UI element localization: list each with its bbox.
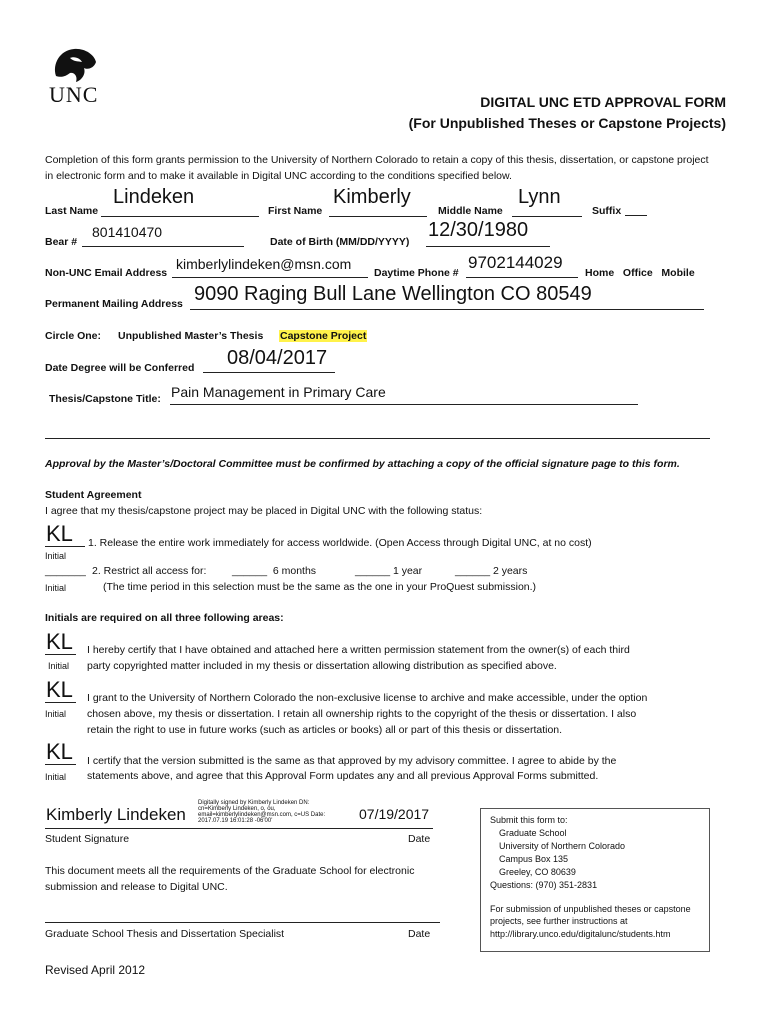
student-signature-name: Kimberly Lindeken [46,805,186,824]
option1-initial-label: Initial [45,551,67,561]
area3-initial-field[interactable] [45,740,76,765]
dob-label: Date of Birth (MM/DD/YYYY) [270,236,410,248]
unc-bear-logo [50,46,102,84]
submit-line-1: Graduate School [499,828,567,838]
date-conferred-value: 08/04/2017 [227,347,328,369]
thesis-title-line-2[interactable] [45,424,710,439]
middle-name-field[interactable] [512,186,582,217]
suffix-label: Suffix [592,205,622,217]
last-name-value: Lindeken [113,186,195,208]
student-agreement-intro: I agree that my thesis/capstone project may be placed in Digital UNC with the following status: [45,505,483,517]
area3-line1: I certify that the version submitted is the same as that approved by my advisory committee. I agree to abide by the [87,755,617,767]
thesis-title-field[interactable] [170,385,638,405]
option2-1-year[interactable]: ______ 1 year [355,565,423,577]
area2-initials: KL [46,677,73,702]
submit-questions: Questions: (970) 351-2831 [490,880,598,890]
area1-initials: KL [46,629,73,654]
option2-6-months[interactable]: ______ 6 months [232,565,317,577]
email-label: Non-UNC Email Address [45,267,168,279]
area1-line1: I hereby certify that I have obtained and attached here a written permission statement from the owner(s) of each third [87,644,630,656]
last-name-label: Last Name [45,205,99,217]
student-agreement-heading: Student Agreement [45,489,142,501]
submit-info-box [480,808,710,952]
phone-value: 9702144029 [468,253,563,272]
area1-initial-field[interactable] [45,630,76,655]
area2-line3: retain the right to use in future works (such as articles or books) all or part of this thesis or dissertation. [87,724,563,736]
option1-initials: KL [46,521,73,546]
initials-heading: Initials are required on all three following areas: [45,612,284,624]
suffix-field[interactable] [625,203,647,216]
submit-further-instructions: For submission of unpublished theses or capstone projects, see further instructions at [490,904,691,926]
option2-note: (The time period in this selection must be the same as the one in your ProQuest submission.) [103,581,537,593]
student-signature-label: Student Signature [45,833,130,845]
dob-field[interactable] [426,219,550,247]
area3-initial-label: Initial [45,772,67,782]
area1-initial-label: Initial [48,661,70,671]
phone-type-options[interactable]: Home Office Mobile [585,267,695,279]
grad-school-statement: This document meets all the requirements of the Graduate School for electronic submission and release to Digital UNC. [45,865,415,893]
option2-initial-label: Initial [45,583,67,593]
specialist-label: Graduate School Thesis and Dissertation Specialist [45,928,285,940]
form-subtitle: (For Unpublished Theses or Capstone Projects) [408,115,726,131]
middle-name-value: Lynn [518,186,561,208]
signature-date-label: Date [408,833,431,845]
option1-initial-field[interactable] [45,522,85,547]
address-value: 9090 Raging Bull Lane Wellington CO 80549 [194,283,592,305]
last-name-field[interactable] [101,186,259,217]
student-signature-field[interactable] [45,800,433,829]
area2-line2: chosen above, my thesis or dissertation. I retain all ownership rights to the copyright of the thesis or dissertation. I also [87,708,637,720]
email-value: kimberlylindeken@msn.com [176,256,352,272]
bear-field[interactable] [82,226,244,247]
date-conferred-label: Date Degree will be Conferred [45,362,195,374]
area3-initials: KL [46,739,73,764]
digital-signature-details: Digitally signed by Kimberly Lindeken DN: cn=Kimberly Lindeken, o, ou, email=kimberlylindeken@msn.com, c=US Date: 2017.07.19 16:01:28 -06'00' [198,800,326,824]
form-title: DIGITAL UNC ETD APPROVAL FORM [480,94,726,110]
date-conferred-field[interactable] [203,348,335,373]
bear-label: Bear # [45,236,78,248]
option-capstone-project[interactable]: Capstone Project [280,330,367,342]
submit-line-3: Campus Box 135 [499,854,569,864]
area2-line1: I grant to the University of Northern Colorado the non-exclusive license to archive and make accessible, under the option [87,692,648,704]
phone-label: Daytime Phone # [374,267,459,279]
option2-text: 2. Restrict all access for: [92,565,207,577]
signature-date-value: 07/19/2017 [359,806,430,822]
phone-field[interactable] [466,254,578,278]
unc-logo-text: UNC [49,82,99,107]
area2-initial-label: Initial [45,709,67,719]
option-masters-thesis[interactable]: Unpublished Master’s Thesis [118,330,264,342]
specialist-signature-field[interactable] [45,905,440,923]
address-label: Permanent Mailing Address [45,298,183,310]
specialist-date-label: Date [408,928,431,940]
option2-initial-blank[interactable]: _______ [45,565,86,577]
option1-text: 1. Release the entire work immediately for access worldwide. (Open Access through Digital UNC, at no cost) [88,537,592,549]
approval-note: Approval by the Master’s/Doctoral Committee must be confirmed by attaching a copy of the official signature page to this form. [45,458,680,470]
dob-value: 12/30/1980 [428,219,529,241]
thesis-title-label: Thesis/Capstone Title: [49,393,161,405]
first-name-label: First Name [268,205,323,217]
option2-2-years[interactable]: ______ 2 years [455,565,528,577]
first-name-value: Kimberly [333,186,411,208]
bear-value: 801410470 [92,224,163,240]
area3-line2: statements above, and agree that this Approval Form updates any and all previous Approval Forms submitted. [87,770,599,782]
email-field[interactable] [172,257,368,278]
area2-initial-field[interactable] [45,678,76,703]
submit-line-4: Greeley, CO 80639 [499,867,576,877]
address-field[interactable] [190,284,704,310]
area1-line2: party copyrighted matter included in my thesis or dissertation allowing distribution as specified above. [87,660,557,672]
submit-heading: Submit this form to: [490,815,568,825]
submit-url-link[interactable]: http://library.unco.edu/digitalunc/students.htm [490,929,671,939]
revised-date: Revised April 2012 [45,963,146,977]
intro-text: Completion of this form grants permission to the University of Northern Colorado to retain a copy of this thesis, dissertation, or capstone project in electronic form and to make it available in Digital UNC according to the conditions specified below. [45,154,709,182]
middle-name-label: Middle Name [438,205,503,217]
circle-one-label: Circle One: [45,330,102,342]
submit-line-2: University of Northern Colorado [499,841,626,851]
first-name-field[interactable] [329,186,427,217]
thesis-title-value: Pain Management in Primary Care [171,384,386,400]
